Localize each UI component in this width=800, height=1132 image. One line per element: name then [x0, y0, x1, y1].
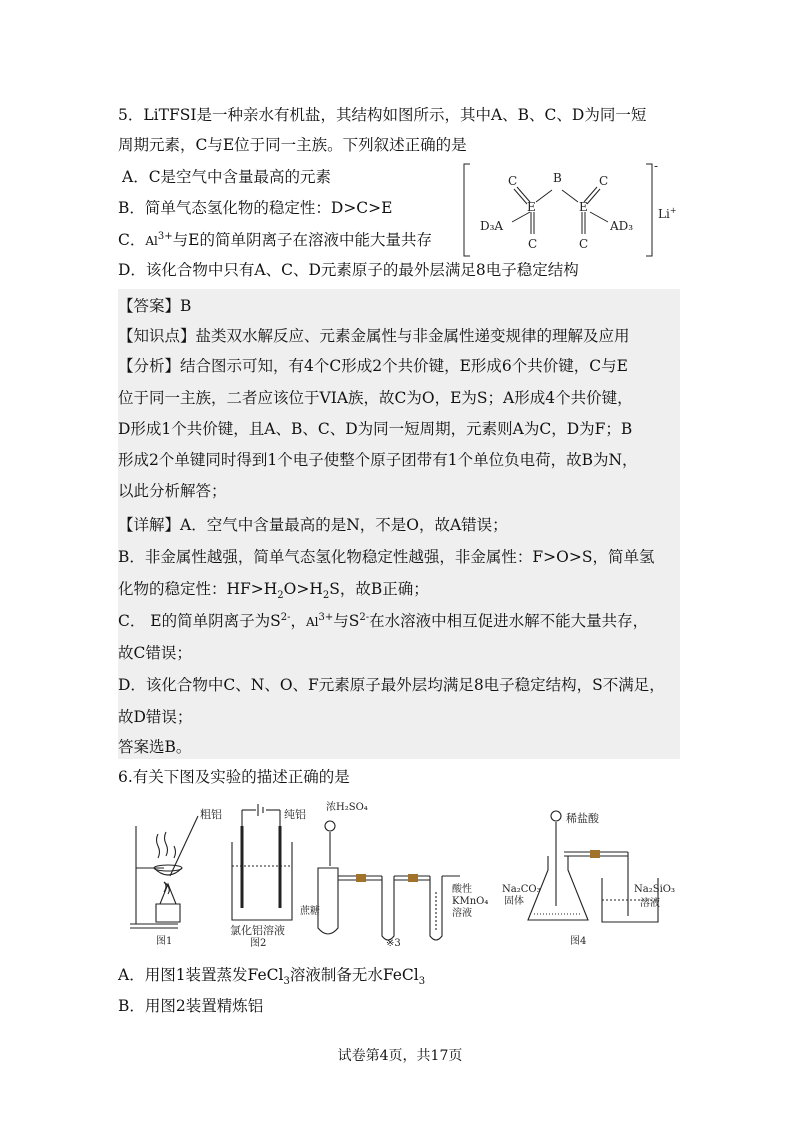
detail-line8: 答案选B。 [118, 738, 192, 756]
detail-line5: 故C错误； [118, 644, 192, 662]
label-na2sio3: Na₂SiO₃ [634, 884, 675, 895]
fig4-caption: 图4 [570, 936, 587, 947]
label-na2co3: Na₂CO₃ [502, 884, 541, 895]
atom-c-bottom-right: C [579, 237, 589, 251]
atom-e-left: E [527, 200, 536, 214]
detail-line4-sup3: 2- [359, 611, 370, 623]
detail-line4-part2: ， [290, 612, 306, 630]
analysis-line5: 以此分析解答； [118, 482, 227, 500]
detail-line3-part2: O>H [283, 580, 323, 598]
q5-stem-line1: 5．LiTFSI是一种亲水有机盐，其结构如图所示，其中A、B、C、D为同一短 [118, 106, 647, 124]
analysis-line4: 形成2个单键同时得到1个电子使整个原子团带有1个单位负电荷，故B为N， [118, 451, 638, 469]
q6-option-a-sub2: 3 [418, 976, 426, 988]
group-d3a: D₃A [480, 219, 504, 233]
label-sucrose: 蔗糖 [300, 906, 320, 917]
atom-b: B [553, 171, 562, 185]
q5-option-c-charge: 3+ [157, 230, 173, 242]
q6-option-b: B．用图2装置精炼铝 [118, 997, 264, 1015]
lithium-cation: Li+ [658, 206, 677, 221]
fig3-caption: ※3 [386, 938, 401, 948]
q6-apparatus-figures [120, 796, 680, 948]
q5-option-b: B．简单气态氢化物的稳定性：D>C>E [118, 199, 393, 217]
label-solid: 固体 [504, 896, 524, 907]
atom-c-top-left: C [508, 174, 518, 188]
detail-line4-sup1: 2- [280, 611, 291, 623]
atom-c-top-right: C [599, 174, 609, 188]
q5-option-c [118, 229, 432, 252]
detail-line7: 故D错误； [118, 708, 193, 726]
q6-stem: 6.有关下图及实验的描述正确的是 [118, 768, 350, 786]
label-conc-h2so4: 浓H₂SO₄ [326, 802, 368, 813]
detail-line4-sup2: 3+ [318, 611, 334, 623]
q5-option-c-ion: Al [145, 234, 158, 248]
q5-option-d: D．该化合物中只有A、C、D元素原子的最外层满足8电子稳定结构 [118, 261, 579, 279]
answer: 【答案】B [118, 297, 192, 315]
q6-option-a-part2: 溶液制备无水FeCl [289, 966, 419, 984]
detail-line4-part1: C． E的简单阴离子为S [118, 612, 281, 630]
q5-stem-line2: 周期元素，C与E位于同一主族。下列叙述正确的是 [118, 136, 467, 154]
fig1-caption: 图1 [156, 936, 173, 947]
detail-line2: B．非金属性越强，简单气态氢化物稳定性越强，非金属性：F>O>S，简单氢 [118, 548, 655, 566]
q5-option-a: A．C是空气中含量最高的元素 [122, 168, 332, 186]
analysis-line1: 【分析】结合图示可知，有4个C形成2个共价键，E形成6个共价键，C与E [118, 357, 628, 375]
analysis-line3: D形成1个共价键，且A、B、C、D为同一短周期，元素则A为C，D为F；B [118, 420, 633, 438]
detail-line3-sub1: 2 [277, 590, 284, 602]
detail-line3-part1: 化物的稳定性：HF>H [118, 580, 278, 598]
detail-line4 [118, 610, 648, 633]
detail-line3 [118, 578, 429, 600]
label-solution-2: 溶液 [640, 898, 660, 909]
atom-c-bottom-left: C [528, 237, 538, 251]
detail-line4-part3: 与S [333, 612, 360, 630]
q5-option-c-text: 与E的简单阴离子在溶液中能大量共存 [172, 231, 432, 249]
q5-option-c-prefix: C． [118, 231, 146, 249]
label-solution: 溶液 [452, 908, 472, 919]
page-footer: 试卷第4页，共17页 [337, 1048, 463, 1064]
label-crude-al: 粗铝 [200, 808, 222, 821]
detail-line6: D．该化合物中C、N、O、F元素原子最外层均满足8电子稳定结构，S不满足， [118, 676, 665, 694]
label-pure-al: 纯铝 [284, 808, 306, 821]
anion-charge: - [654, 160, 659, 173]
label-acidic: 酸性 [452, 884, 472, 895]
fig2-caption: 图2 [250, 938, 267, 948]
label-kmno4: KMnO₄ [452, 896, 489, 907]
label-alcl3-solution: 氯化铝溶液 [230, 924, 285, 937]
analysis-line2: 位于同一主族，二者应该位于VIA族，故C为O，E为S；A形成4个共价键， [118, 389, 633, 407]
atom-e-right: E [579, 200, 588, 214]
group-ad3: AD₃ [610, 219, 634, 233]
knowledge-point: 【知识点】盐类双水解反应、元素金属性与非金属性递变规律的理解及应用 [118, 327, 630, 345]
detail-line4-al: Al [306, 615, 319, 629]
litfsi-structure-diagram [460, 160, 680, 260]
detail-line3-part3: S，故B正确； [329, 580, 429, 598]
q6-option-a-sub1: 3 [283, 976, 290, 988]
detail-line1: 【详解】A．空气中含量最高的是N，不是O，故A错误； [118, 516, 508, 534]
label-dilute-hcl: 稀盐酸 [566, 812, 599, 825]
detail-line4-part4: 在水溶液中相互促进水解不能大量共存， [369, 612, 649, 630]
q6-option-a [118, 964, 425, 986]
detail-line3-sub2: 2 [322, 590, 330, 602]
q6-option-a-part1: A．用图1装置蒸发FeCl [118, 966, 284, 984]
